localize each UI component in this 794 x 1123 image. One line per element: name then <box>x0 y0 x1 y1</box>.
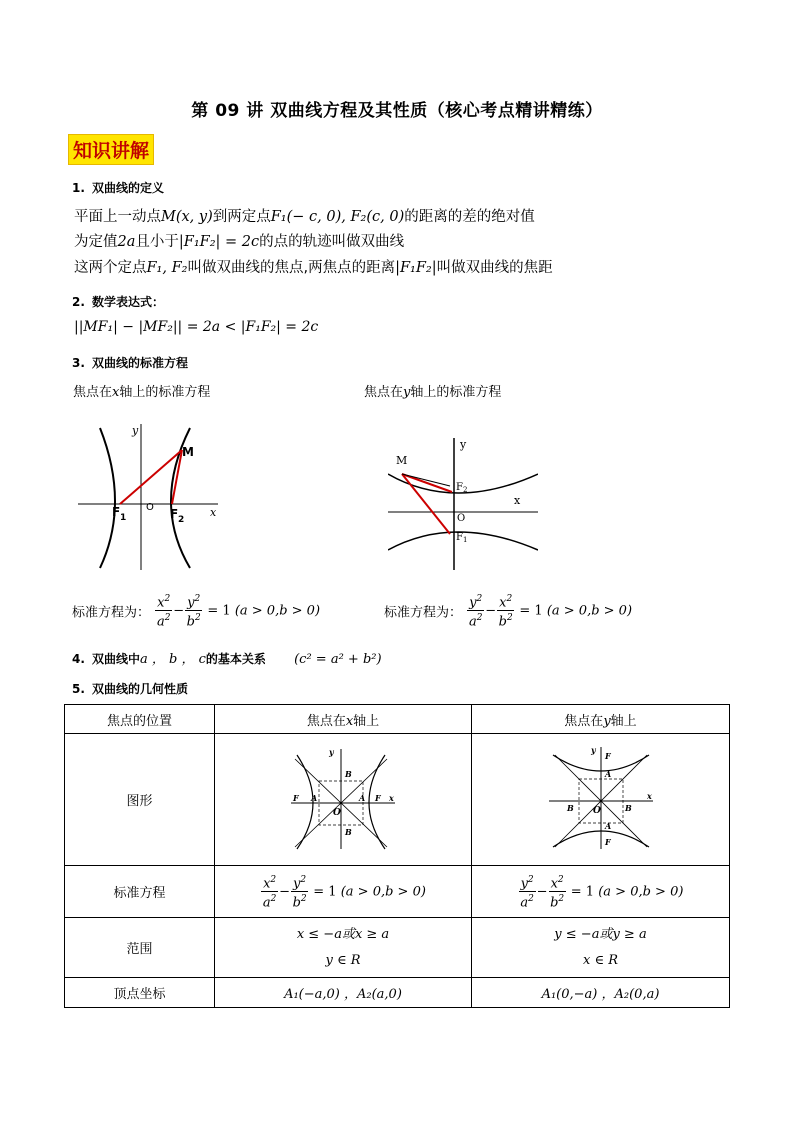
equation-y-axis: 标准方程为： $\frac{y^2}{a^2}$ − $\frac{x^2}{b^2}$ = 1 (a > 0,b > 0) <box>384 594 633 630</box>
svg-text:F: F <box>604 836 611 847</box>
label-y: y <box>132 424 139 437</box>
range-cell-x: x ≤ −a或x ≥ a y ∈ R <box>215 918 472 978</box>
svg-text:B: B <box>566 802 574 813</box>
caption-x-axis: 焦点在x轴上的标准方程 <box>73 385 211 400</box>
header-x-focus: 焦点在x轴上 <box>215 705 472 734</box>
properties-table <box>64 704 730 1008</box>
caption-y-axis: 焦点在y轴上的标准方程 <box>364 385 502 400</box>
label-y: y <box>460 438 467 451</box>
table-figure-y <box>547 745 655 851</box>
label-x: x <box>210 506 217 519</box>
heading-5: 5. 双曲线的几何性质 <box>72 682 189 696</box>
label-f2-sub: 2 <box>463 486 468 494</box>
row-label-figure: 图形 <box>65 734 215 866</box>
svg-text:F: F <box>375 792 381 803</box>
math-expression: ||MF₁| − |MF₂|| = 2a < |F₁F₂| = 2c <box>74 319 319 335</box>
svg-text:O: O <box>333 807 341 818</box>
heading-3: 3. 双曲线的标准方程 <box>72 356 189 370</box>
svg-text:F: F <box>604 750 611 761</box>
table-row <box>65 705 730 734</box>
label-origin: O <box>146 502 154 513</box>
svg-text:x: x <box>389 792 394 803</box>
definition-line-2: 为定值2a且小于|F₁F₂| = 2c的点的轨迹叫做双曲线 <box>74 234 405 250</box>
range-cell-y: y ≤ −a或y ≥ a x ∈ R <box>472 918 730 978</box>
vertex-cell-x: A₁(−a,0) ，A₂(a,0) <box>215 978 472 1008</box>
figure-cell-x <box>215 734 472 866</box>
table-row <box>65 866 730 918</box>
label-x: x <box>514 494 521 507</box>
section-banner: 知识讲解 <box>68 134 154 165</box>
svg-text:B: B <box>345 768 352 779</box>
equation-cell-y: $\frac{y^2}{a^2}$ − $\frac{x^2}{b^2}$ = 1 (a > 0,b > 0) <box>472 866 730 918</box>
svg-text:A: A <box>359 792 366 803</box>
header-position: 焦点的位置 <box>65 705 215 734</box>
label-f1-sub: 1 <box>120 513 127 523</box>
heading-2: 2. 数学表达式： <box>72 295 165 309</box>
label-f1: F <box>112 505 121 519</box>
table-row <box>65 918 730 978</box>
row-label-vertex: 顶点坐标 <box>65 978 215 1008</box>
svg-text:O: O <box>592 805 601 816</box>
page-title: 第 09 讲 双曲线方程及其性质（核心考点精讲精练） <box>191 101 603 121</box>
svg-text:F: F <box>293 792 299 803</box>
svg-text:B: B <box>624 802 632 813</box>
equation-cell-x: $\frac{x^2}{a^2}$ − $\frac{y^2}{b^2}$ = 1 (a > 0,b > 0) <box>215 866 472 918</box>
label-f2: F <box>456 482 463 493</box>
equation-x-axis: 标准方程为： $\frac{x^2}{a^2}$ − $\frac{y^2}{b^2}$ = 1 (a > 0,b > 0) <box>72 594 321 630</box>
vertex-cell-y: A₁(0,−a) ，A₂(0,a) <box>472 978 730 1008</box>
label-f2: F <box>170 507 179 521</box>
svg-text:y: y <box>329 746 334 757</box>
header-y-focus: 焦点在y轴上 <box>472 705 730 734</box>
label-origin: O <box>457 513 466 524</box>
table-row <box>65 978 730 1008</box>
definition-line-3: 这两个定点F₁, F₂叫做双曲线的焦点,两焦点的距离|F₁F₂|叫做双曲线的焦距 <box>74 260 553 276</box>
svg-text:y: y <box>590 744 596 755</box>
row-label-range: 范围 <box>65 918 215 978</box>
heading-1: 1. 双曲线的定义 <box>72 181 165 195</box>
label-m: M <box>396 454 408 467</box>
figure-hyperbola-y <box>388 434 538 570</box>
svg-text:x: x <box>646 790 652 801</box>
heading-4: 4. 双曲线中a ， b ， c的基本关系 (c² = a² + b²) <box>72 652 382 667</box>
figure-hyperbola-x <box>78 418 228 570</box>
label-f1-sub: 1 <box>463 536 468 544</box>
table-row <box>65 734 730 866</box>
left-branch <box>100 428 115 568</box>
definition-line-1: 平面上一动点M(x, y)到两定点F₁(− c, 0), F₂(c, 0)的距离的差的绝对值 <box>74 209 535 225</box>
svg-text:A: A <box>604 768 611 779</box>
label-m: M <box>182 445 194 459</box>
svg-text:A: A <box>604 820 611 831</box>
label-f2-sub: 2 <box>178 515 185 525</box>
svg-text:A: A <box>311 792 318 803</box>
row-label-equation: 标准方程 <box>65 866 215 918</box>
svg-text:B: B <box>345 826 352 837</box>
figure-cell-y <box>472 734 730 866</box>
label-f1: F <box>456 532 463 543</box>
table-figure-x <box>289 745 397 851</box>
